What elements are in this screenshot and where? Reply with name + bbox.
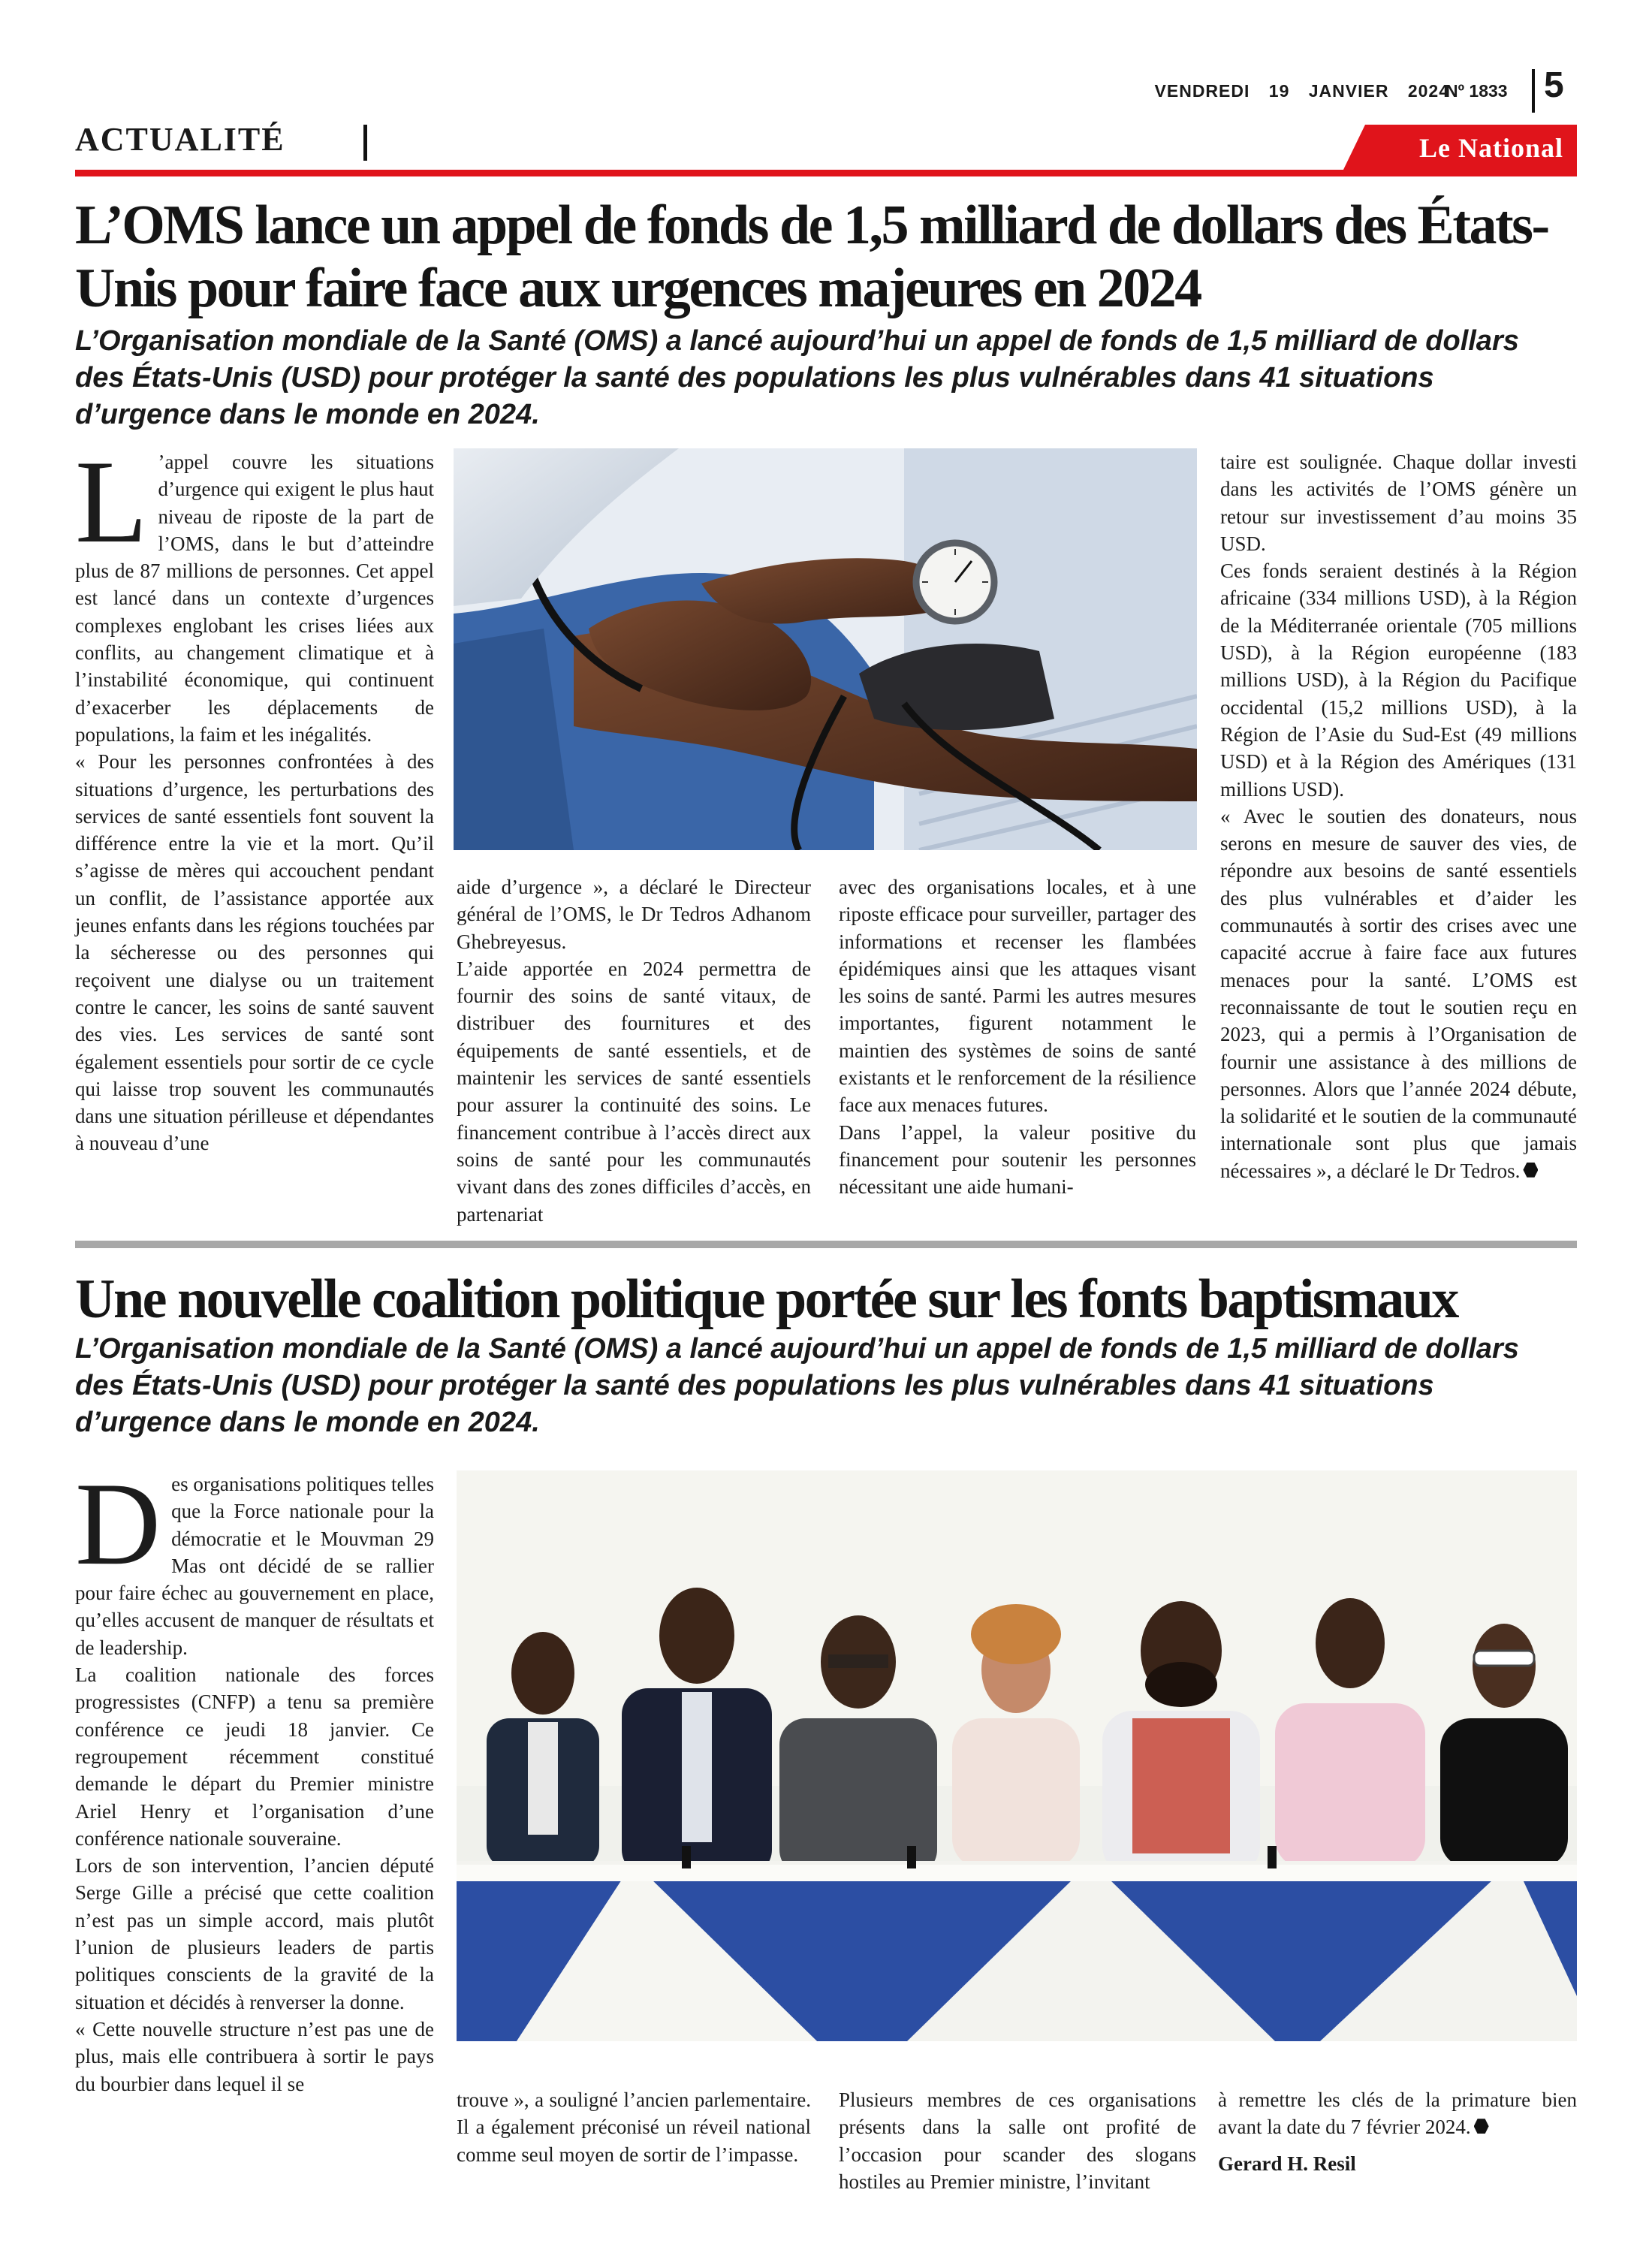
issue-date: VENDREDI 19 JANVIER 2024 xyxy=(1154,81,1449,101)
section-divider xyxy=(363,125,367,161)
article2-column-2 xyxy=(457,2086,811,2168)
paragraph: « Cette nouvelle structure n’est pas une de plus, mais elle contribuera à sortir le pays du bourbier dans lequel il se xyxy=(75,2017,434,2095)
paragraph: es organisations politiques telles que la Force nationale pour la démocratie et le Mouvman 29 Mas ont décidé de se rallier pour faire échec au gouvernement en place, qu’elles accusent de manquer de résultats et de leadership. xyxy=(75,1473,434,1659)
issue-number: Nº 1833 xyxy=(1446,81,1508,101)
article-divider xyxy=(75,1241,1577,1248)
paragraph: Dans l’appel, la valeur positive du financement pour soutenir les personnes nécessitant une aide humani- xyxy=(839,1120,1196,1199)
press-conference-illustration xyxy=(457,1470,1577,2041)
paragraph: Plusieurs membres de ces organisations présents dans la salle ont profité de l’occasion pour scander des slogans hostiles au Premier ministre, l’invitant xyxy=(839,2089,1196,2193)
paragraph: « Pour les personnes confrontées à des situations d’urgence, les perturbations des services de santé essentiels font souvent la différence entre la vie et la mort. Qu’il s’agisse de mères qui accouchent pendant un conflit, de l’assistance apportée aux jeunes enfants dans les régions touchées par la sécheresse ou des personnes qui reçoivent une dialyse ou un traitement contre le cancer, les soins de santé sauvent des vies. Les services de santé sont également essentiels pour sortir de ce cycle qui laisse trop souvent les communautés dans une situation périlleuse et dépendantes à nouveau d’une xyxy=(75,750,434,1155)
article2-lede: L’Organisation mondiale de la Santé (OMS) a lancé aujourd’hui un appel de fonds de 1,5 milliard de dollars des États-Unis (USD) pour protéger la santé des populations les plus vulnérables dans 41 situations d’urgence dans le monde en 2024. xyxy=(75,1333,1519,1438)
article1-column-4 xyxy=(1220,448,1577,1184)
paragraph: taire est soulignée. Chaque dollar investi dans les activités de l’OMS génère un retour sur investissement d’au moins 35 USD. xyxy=(1220,451,1577,555)
end-mark-icon xyxy=(1474,2119,1489,2134)
header-divider xyxy=(1532,69,1535,113)
header-rule xyxy=(75,170,1577,176)
article2-column-3 xyxy=(839,2086,1196,2195)
end-mark-icon xyxy=(1523,1163,1538,1178)
paragraph xyxy=(1218,2086,1577,2141)
paragraph-text: à remettre les clés de la primature bien avant la date du 7 février 2024. xyxy=(1218,2089,1577,2139)
article1-headline: L’OMS lance un appel de fonds de 1,5 milliard de dollars des États-Unis pour faire face aux urgences majeures en 2024 xyxy=(75,195,1548,319)
article2-dropcap: D xyxy=(75,1458,161,1590)
article1-dropcap: L xyxy=(75,436,148,568)
article1-column-3 xyxy=(839,873,1196,1201)
paragraph: aide d’urgence », a déclaré le Directeur général de l’OMS, le Dr Tedros Adhanom Ghebreyesus. xyxy=(457,876,811,953)
article2-photo-press-conference xyxy=(457,1470,1577,2041)
article2-byline: Gerard H. Resil xyxy=(1218,2152,1356,2175)
paragraph: trouve », a souligné l’ancien parlementaire. Il a également préconisé un réveil national comme seul moyen de sortir de l’impasse. xyxy=(457,2089,811,2166)
article1-column-1 xyxy=(75,436,434,1157)
paragraph-text: « Avec le soutien des donateurs, nous serons en mesure de sauver des vies, de répondre aux besoins de santé essentiels des plus vulnérables et d’aider les communautés à sortir des crises avec une capacité accrue à faire face aux futures menaces pour la santé. L’OMS est reconnaissante de tout le soutien reçu en 2023, qui a permis à l’Organisation de fournir une assistance à des millions de personnes. Alors que l’année 2024 débute, la solidarité et le soutien de la communauté internationale sont plus que jamais nécessaires », a déclaré le Dr Tedros. xyxy=(1220,804,1577,1182)
article2-column-4 xyxy=(1218,2086,1577,2141)
paragraph: Ces fonds seraient destinés à la Région africaine (334 millions USD), à la Région de la Méditerranée orientale (705 millions USD), à la Région européenne (183 millions USD), à la Région du Pacifique occidental (15,2 millions USD), à la Région de l’Asie du Sud-Est (49 millions USD) et à la Région des Amériques (131 millions USD). xyxy=(1220,559,1577,801)
article1-lede: L’Organisation mondiale de la Santé (OMS) a lancé aujourd’hui un appel de fonds de 1,5 milliard de dollars des États-Unis (USD) pour protéger la santé des populations les plus vulnérables dans 41 situations d’urgence dans le monde en 2024. xyxy=(75,325,1519,430)
paragraph: La coalition nationale des forces progressistes (CNFP) a tenu sa première conférence ce jeudi 18 janvier. Ce regroupement récemment constitué demande le départ du Premier ministre Ariel Henry et l’organisation d’une conférence nationale souveraine. xyxy=(75,1663,434,1850)
page-number: 5 xyxy=(1544,65,1564,105)
article2-column-1 xyxy=(75,1458,434,2098)
section-title: ACTUALITÉ xyxy=(75,121,285,158)
article1-column-2 xyxy=(457,873,811,1228)
paragraph: ’appel couvre les situations d’urgence qui exigent le plus haut niveau de riposte de la part de l’OMS, dans le but d’atteindre plus de 87 millions de personnes. Cet appel est lancé dans un contexte d’urgences complexes englobant les crises liées aux conflits, au changement climatique et à l’instabilité économique, qui continuent d’exacerber les déplacements de populations, la faim et les inégalités. xyxy=(75,451,434,746)
blood-pressure-illustration xyxy=(454,448,1197,850)
paragraph: Lors de son intervention, l’ancien député Serge Gille a précisé que cette coalition n’est pas un simple accord, mais plutôt l’union de plusieurs leaders de partis politiques conscients de la gravité de la situation et décidés à renverser la donne. xyxy=(75,1854,434,2013)
brand-name: Le National xyxy=(1418,133,1563,163)
article1-photo-blood-pressure xyxy=(454,448,1197,850)
paragraph: avec des organisations locales, et à une riposte efficace pour surveiller, partager des informations et recenser les flambées épidémiques ainsi que les attaques visant les soins de santé. Parmi les autres mesures importantes, figurent notamment le maintien des systèmes de soins de santé existants et le renforcement de la résilience face aux menaces futures. xyxy=(839,876,1196,1117)
article2-headline: Une nouvelle coalition politique portée sur les fonts baptismaux xyxy=(75,1268,1458,1330)
paragraph: L’aide apportée en 2024 permettra de fournir des soins de santé vitaux, de distribuer des fournitures et des équipements de santé essentiels, et de maintenir les services de santé essentiels pour assurer la continuité des soins. Le financement contribue à l’accès direct aux soins de santé pour les communautés vivant dans des zones difficiles d’accès, en partenariat xyxy=(457,957,811,1226)
paragraph xyxy=(1220,803,1577,1184)
